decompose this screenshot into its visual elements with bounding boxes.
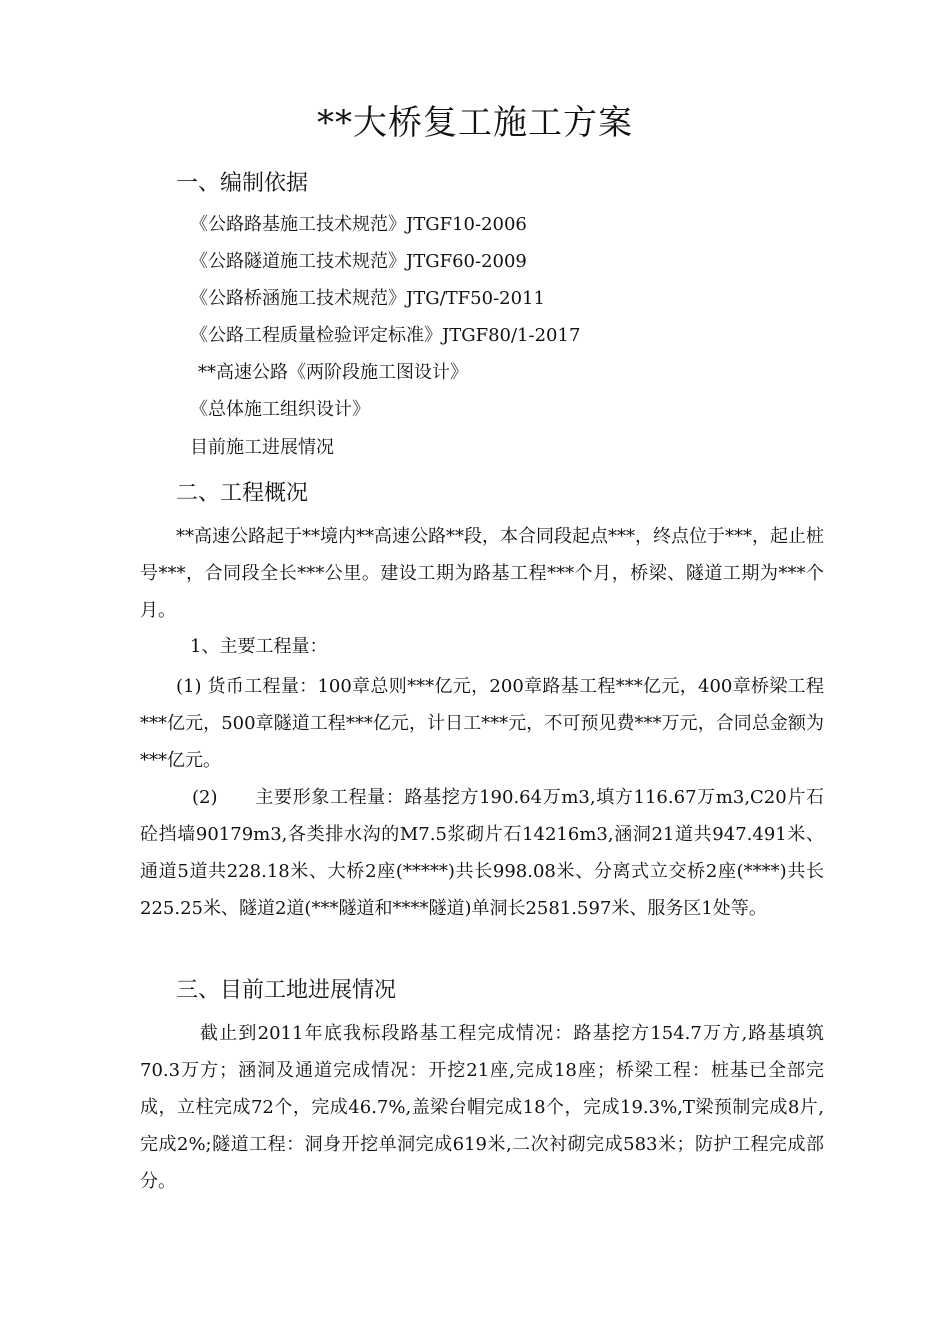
section-heading-basis: 一、编制依据	[176, 171, 309, 196]
reference-item: 《公路桥涵施工技术规范》JTG/TF50-2011	[190, 288, 545, 309]
section-heading-progress: 三、目前工地进展情况	[176, 978, 397, 1003]
reference-item: 《公路隧道施工技术规范》JTGF60-2009	[190, 251, 527, 272]
reference-item: 《总体施工组织设计》	[190, 399, 370, 420]
document-title: **大桥复工施工方案	[317, 103, 633, 143]
sub-heading-quantities: 1、主要工程量：	[190, 636, 328, 657]
section-heading-overview: 二、工程概况	[176, 481, 309, 506]
reference-item: 《公路路基施工技术规范》JTGF10-2006	[190, 214, 527, 235]
reference-item: **高速公路《两阶段施工图设计》	[198, 362, 468, 383]
overview-paragraph: **高速公路起于**境内**高速公路**段，本合同段起点***，终点位于***，起止桩号***，合同段全长***公里。建设工期为路基工程***个月，桥梁、隧道工期为***个月。	[140, 526, 824, 621]
progress-paragraph: 截止到2011年底我标段路基工程完成情况：路基挖方154.7万方,路基填筑70.3万方；涵洞及通道完成情况：开挖21座,完成18座；桥梁工程：桩基已全部完成，立柱完成72个，完成46.7%,盖梁台帽完成18个，完成19.3%,T梁预制完成8片,完成2%;隧道工程：洞身开挖单洞完成619米,二次衬砌完成583米；防护工程完成部分。	[140, 1023, 824, 1192]
reference-item: 《公路工程质量检验评定标准》JTGF80/1-2017	[190, 325, 581, 346]
quantity-item-monetary: (1) 货币工程量：100章总则***亿元，200章路基工程***亿元，400章桥梁工程***亿元，500章隧道工程***亿元，计日工***元，不可预见费***万元，合同总金额为***亿元。	[140, 676, 824, 771]
quantity-item-physical: (2) 主要形象工程量：路基挖方190.64万m3,填方116.67万m3,C20片石砼挡墙90179m3,各类排水沟的M7.5浆砌片石14216m3,涵洞21道共947.491米、通道5道共228.18米、大桥2座(*****)共长998.08米、分离式立交桥2座(****)共长225.25米、隧道2道(***隧道和****隧道)单洞长2581.597米、服务区1处等。	[140, 787, 824, 919]
reference-item: 目前施工进展情况	[190, 437, 334, 458]
